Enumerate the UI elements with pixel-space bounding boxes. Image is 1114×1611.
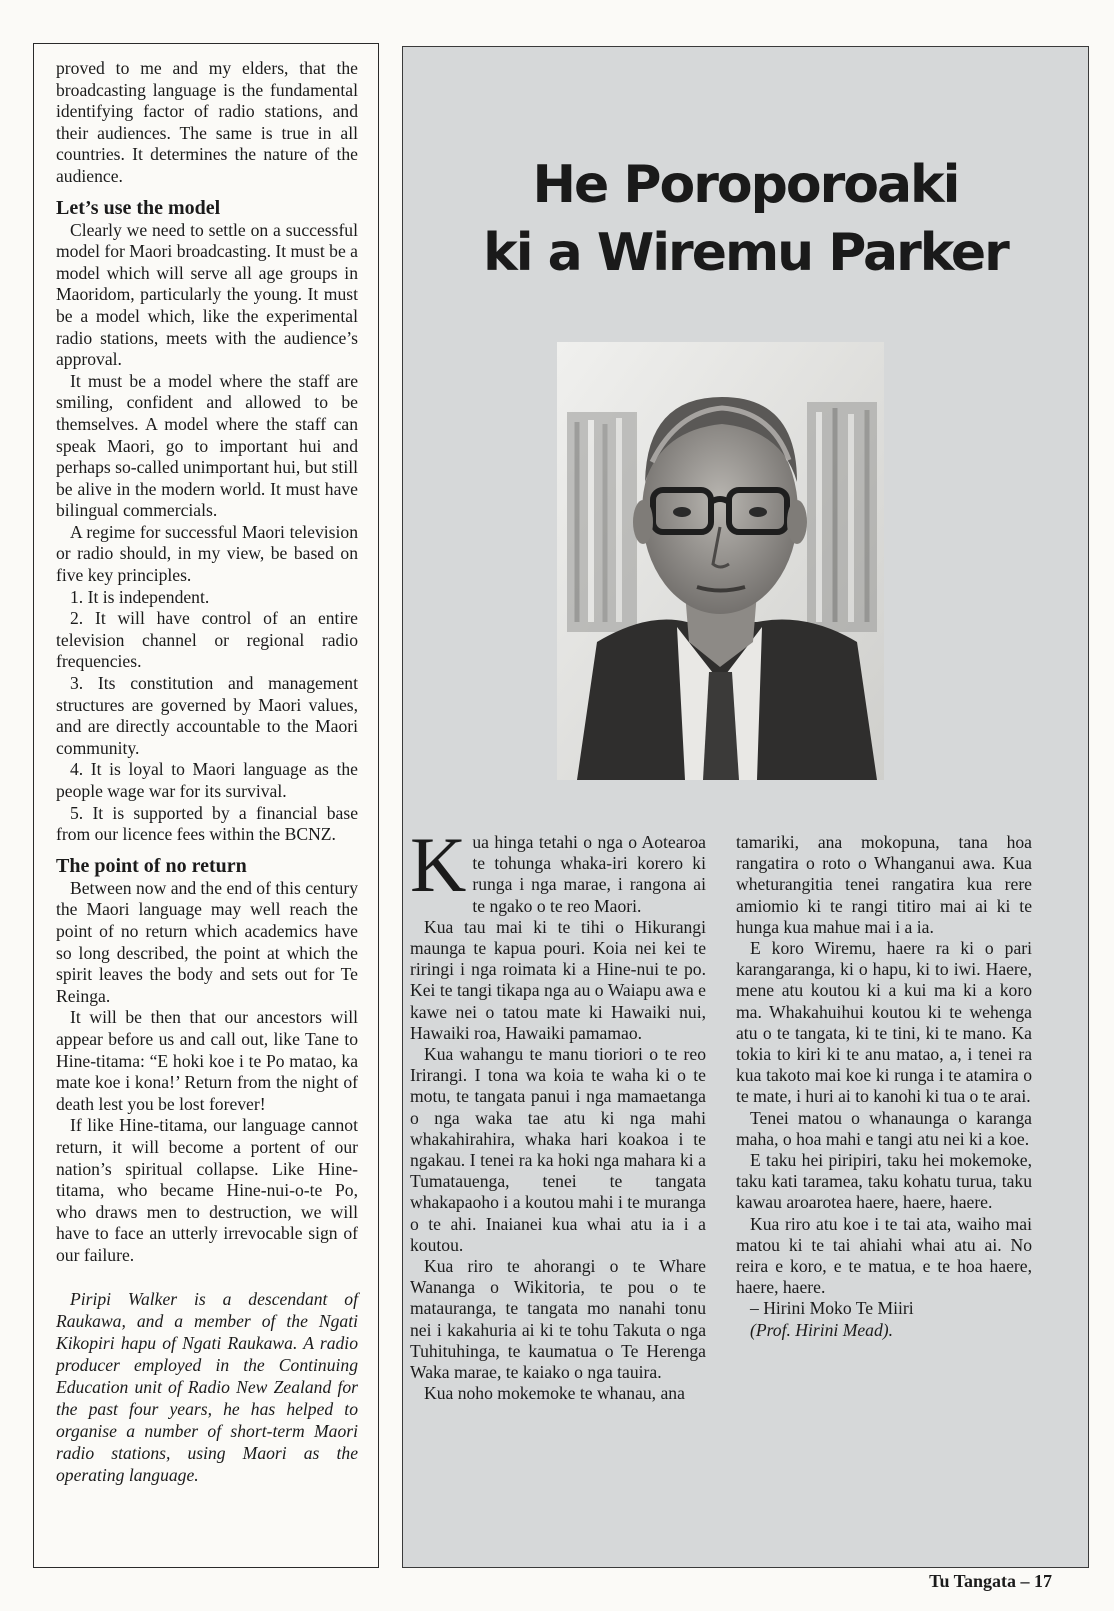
paragraph: Kua riro atu koe i te tai ata, waiho mai matou ki te tai ahiahi whai atu ai. No reira e koro, e te matua, e te hoa haere, haere, haere.	[736, 1213, 1032, 1298]
paragraph: Kua riro te ahorangi o te Whare Wananga o Wikitoria, te pou o te matauranga, te tangata mo nanahi tonu nei i kakahuria ai ki te tohu Takuta o nga Tuhituhinga, te kaumatua o Te Herenga Waka marae, te kaiako o nga tauira.	[410, 1256, 706, 1383]
portrait-illustration	[557, 342, 884, 780]
signature-name: – Hirini Moko Te Miiri	[750, 1298, 914, 1319]
left-article-body	[56, 58, 358, 1486]
tribute-headline	[403, 151, 1088, 287]
headline-line-2: ki a Wiremu Parker	[483, 223, 1008, 283]
principle-item: 1. It is independent.	[70, 586, 210, 607]
paragraph: Kua tau mai ki te tihi o Hikurangi maunga te kapua pouri. Koia nei kei te riringi i nga roimata ki a Hine-nui te po. Kei te tangi tikapa nga au o Waiapu awa e kawe nei o tatou mate ki Hawaiki nui, Hawaiki roa, Hawaiki pamamao.	[410, 916, 706, 1043]
paragraph: E koro Wiremu, haere ra ki o pari karangaranga, ki o hapu, ki to iwi. Haere, mene atu koutou ki a kui ma ki a koro ma. Whakahuihui koutou ki te wehenga atu o te tangata, ki te tini, ki te mano. Ka tokia to kiri ki te anu matao, a, i tenei ra kua takoto mai koe ki runga i te atamira o te mate, i huri ai to kanohi ki tua o te arai.	[736, 938, 1032, 1107]
paragraph: A regime for successful Maori television or radio should, in my view, be based on five key principles.	[56, 521, 358, 586]
paragraph: Clearly we need to settle on a successful model for Maori broadcasting. It must be a model which will serve all age groups in Maoridom, particularly the young. It must be a model which, like the experimental radio stations, meets with the audience’s approval.	[56, 219, 358, 370]
paragraph: It must be a model where the staff are smiling, confident and allowed to be themselves. A model where the staff can speak Maori, go to important hui and perhaps so-called unimportant hui, but still be alive in the modern world. It must have bilingual commercials.	[56, 370, 358, 521]
author-bio: Piripi Walker is a descendant of Raukawa, and a member of the Ngati Kikopiri hapu of Ngati Raukawa. A radio producer employed in the Continuing Education unit of Radio New Zealand for the past four years, he has helped to organise a number of short-term Maori radio stations, using Maori as the operating language.	[56, 1289, 358, 1486]
section-heading-no-return: The point of no return	[56, 854, 247, 877]
paragraph: E taku hei piripiri, taku hei mokemoke, taku kati taramea, taku kohatu turua, taku kawau aroarotea haere, haere, haere.	[736, 1150, 1032, 1213]
portrait-photo	[557, 342, 884, 780]
drop-cap: K	[410, 821, 467, 908]
paragraph: It will be then that our ancestors will appear before us and call out, like Tane to Hine-titama: “E hoki koe i te Po matao, ka mate koe i kona!’ Return from the night of death lest you be lost forever!	[56, 1007, 358, 1114]
principle-item: 5. It is supported by a financial base from our licence fees within the BCNZ.	[56, 802, 358, 845]
opening-paragraph	[410, 821, 706, 917]
left-article-column	[33, 43, 379, 1568]
section-heading-model: Let’s use the model	[56, 196, 221, 219]
paragraph: Tenei matou o whanaunga o karanga maha, o hoa mahi e tangi atu nei ki a koe.	[736, 1107, 1032, 1149]
tribute-column-1	[410, 821, 706, 1404]
paragraph: If like Hine-titama, our language cannot return, it will become a portent of our nation’s spiritual collapse. Like Hine-titama, who became Hine-nui-o-te Po, who draws men to destruction, we will have to face an utterly irrevocable sign of our failure.	[56, 1115, 358, 1265]
paragraph: tamariki, ana mokopuna, tana hoa rangatira o roto o Whanganui awa. Kua wheturangitia tenei rangatira kua rere amiomio ki te rangi titiro mai ai ki te hunga kua mahue mai i a ia.	[736, 832, 1032, 937]
principle-item: 2. It will have control of an entire television channel or regional radio frequencies.	[56, 608, 358, 672]
page-folio: Tu Tangata – 17	[929, 1571, 1052, 1591]
opening-text: ua hinga tetahi o nga o Aotearoa te tohunga whaka-iri korero ki runga i nga marae, i rangona ai te ngako o te reo Maori.	[472, 832, 706, 916]
principle-item: 4. It is loyal to Maori language as the people wage war for its survival.	[56, 759, 358, 801]
paragraph: Kua wahangu te manu tioriori o te reo Irirangi. I tona wa koia te waha ki o te motu, te tangata panui i nga mamaetanga o nga waka tae atu ki nga mahi whakahirahira, whaka hari koakoa i te ngakau. I tenei ra ka hoki nga mahara ki a Tumatauenga, tenei te tangata whakapaoho i a koutou mahi i te muranga o te ahi. Inaianei kua whai atu ia i a koutou.	[410, 1044, 706, 1255]
paragraph: Kua noho mokemoke te whanau, ana	[424, 1383, 685, 1404]
principle-item: 3. Its constitution and management structures are governed by Maori values, and are directly accountable to the Maori community.	[56, 673, 358, 758]
signature-title: (Prof. Hirini Mead).	[750, 1319, 894, 1340]
tribute-column-2	[736, 832, 1032, 1341]
paragraph: Between now and the end of this century the Maori language may well reach the point of no return which academics have so long described, the point at which the spirit leaves the body and sets out for Te Reinga.	[56, 877, 358, 1006]
intro-paragraph: proved to me and my elders, that the broadcasting language is the fundamental identifying factor of radio stations, and their audiences. The same is true in all countries. It determines the nature of the audience.	[56, 58, 358, 186]
headline-line-1: He Poroporoaki	[532, 155, 959, 215]
